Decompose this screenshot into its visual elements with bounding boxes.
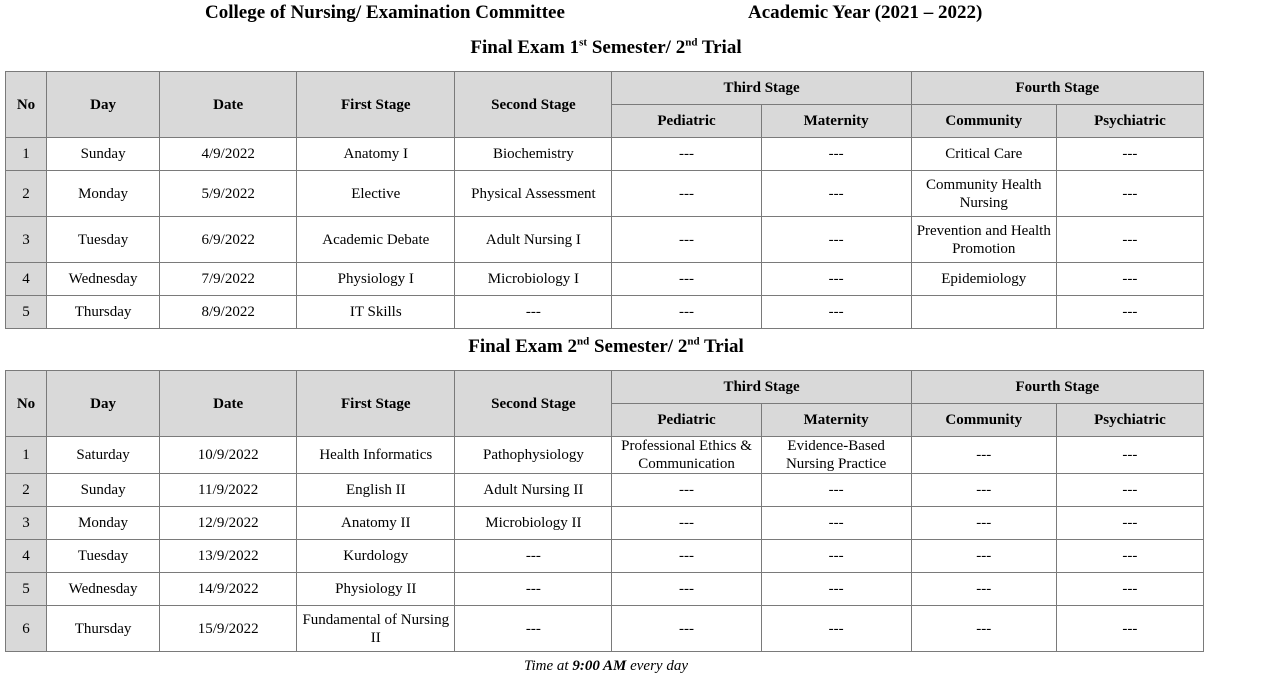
cell-maternity: --- bbox=[761, 540, 911, 573]
cell-maternity: --- bbox=[761, 573, 911, 606]
cell-pediatric: --- bbox=[612, 507, 761, 540]
cell-first-stage: Physiology I bbox=[297, 263, 455, 296]
cell-date: 14/9/2022 bbox=[160, 573, 297, 606]
cell-date: 13/9/2022 bbox=[160, 540, 297, 573]
col-header-day: Day bbox=[47, 72, 160, 138]
cell-first-stage: Fundamental of Nursing II bbox=[297, 606, 455, 652]
cell-maternity: --- bbox=[761, 474, 911, 507]
cell-no: 4 bbox=[6, 263, 47, 296]
table-row bbox=[6, 573, 1204, 606]
semester2-title: Final Exam 2nd Semester/ 2nd Trial bbox=[468, 335, 744, 357]
table-row bbox=[6, 507, 1204, 540]
cell-community: --- bbox=[911, 474, 1056, 507]
cell-first-stage: Anatomy I bbox=[297, 138, 455, 171]
cell-date: 6/9/2022 bbox=[160, 217, 297, 263]
cell-second-stage: --- bbox=[455, 540, 612, 573]
table-row bbox=[6, 171, 1204, 217]
cell-psychiatric: --- bbox=[1056, 263, 1203, 296]
cell-maternity: --- bbox=[761, 217, 911, 263]
cell-community: --- bbox=[911, 540, 1056, 573]
col-header-fourth-stage: Fourth Stage bbox=[911, 72, 1203, 105]
institution-title: College of Nursing/ Examination Committee bbox=[205, 2, 565, 23]
col-header-date: Date bbox=[160, 72, 297, 138]
cell-date: 7/9/2022 bbox=[160, 263, 297, 296]
exam-time-note: Time at 9:00 AM every day bbox=[523, 658, 688, 674]
cell-community: --- bbox=[911, 573, 1056, 606]
semester1-table bbox=[5, 71, 1204, 329]
cell-no: 5 bbox=[6, 573, 47, 606]
cell-first-stage: Kurdology bbox=[297, 540, 455, 573]
table-row bbox=[6, 437, 1204, 474]
cell-first-stage: IT Skills bbox=[297, 296, 455, 329]
cell-day: Monday bbox=[47, 171, 160, 217]
cell-date: 5/9/2022 bbox=[160, 171, 297, 217]
cell-second-stage: Adult Nursing I bbox=[455, 217, 612, 263]
col-header-maternity: Maternity bbox=[761, 105, 911, 138]
cell-pediatric: --- bbox=[612, 263, 761, 296]
cell-day: Wednesday bbox=[47, 263, 160, 296]
cell-second-stage: --- bbox=[455, 606, 612, 652]
cell-date: 8/9/2022 bbox=[160, 296, 297, 329]
cell-no: 2 bbox=[6, 474, 47, 507]
cell-first-stage: Elective bbox=[297, 171, 455, 217]
cell-psychiatric: --- bbox=[1056, 171, 1203, 217]
col-header-second-stage: Second Stage bbox=[455, 72, 612, 138]
col-header-first-stage: First Stage bbox=[297, 72, 455, 138]
cell-no: 5 bbox=[6, 296, 47, 329]
cell-maternity: --- bbox=[761, 507, 911, 540]
cell-no: 2 bbox=[6, 171, 47, 217]
col-header-third-stage: Third Stage bbox=[612, 72, 911, 105]
cell-date: 11/9/2022 bbox=[160, 474, 297, 507]
cell-pediatric: --- bbox=[612, 606, 761, 652]
col-header-psychiatric: Psychiatric bbox=[1056, 105, 1203, 138]
cell-pediatric: --- bbox=[612, 573, 761, 606]
col-header-fourth-stage: Fourth Stage bbox=[911, 371, 1203, 404]
cell-date: 10/9/2022 bbox=[160, 437, 297, 474]
cell-community: Community Health Nursing bbox=[911, 171, 1056, 217]
cell-pediatric: --- bbox=[612, 171, 761, 217]
cell-day: Tuesday bbox=[47, 540, 160, 573]
cell-second-stage: Adult Nursing II bbox=[455, 474, 612, 507]
academic-year: Academic Year (2021 – 2022) bbox=[748, 2, 983, 23]
col-header-third-stage: Third Stage bbox=[612, 371, 911, 404]
cell-maternity: --- bbox=[761, 138, 911, 171]
table-row bbox=[6, 263, 1204, 296]
cell-community: --- bbox=[911, 437, 1056, 474]
cell-community: --- bbox=[911, 606, 1056, 652]
col-header-second-stage: Second Stage bbox=[455, 371, 612, 437]
table-row bbox=[6, 217, 1204, 263]
cell-first-stage: Academic Debate bbox=[297, 217, 455, 263]
cell-pediatric: --- bbox=[612, 474, 761, 507]
col-header-maternity: Maternity bbox=[761, 404, 911, 437]
cell-second-stage: --- bbox=[455, 296, 612, 329]
cell-day: Sunday bbox=[47, 474, 160, 507]
cell-day: Wednesday bbox=[47, 573, 160, 606]
cell-date: 12/9/2022 bbox=[160, 507, 297, 540]
cell-community: Epidemiology bbox=[911, 263, 1056, 296]
col-header-community: Community bbox=[911, 404, 1056, 437]
semester1-title: Final Exam 1st Semester/ 2nd Trial bbox=[470, 36, 742, 58]
table-row bbox=[6, 474, 1204, 507]
cell-first-stage: English II bbox=[297, 474, 455, 507]
col-header-pediatric: Pediatric bbox=[612, 404, 761, 437]
cell-psychiatric: --- bbox=[1056, 606, 1203, 652]
col-header-day: Day bbox=[47, 371, 160, 437]
col-header-pediatric: Pediatric bbox=[612, 105, 761, 138]
cell-maternity: --- bbox=[761, 171, 911, 217]
cell-pediatric: --- bbox=[612, 138, 761, 171]
cell-date: 4/9/2022 bbox=[160, 138, 297, 171]
cell-psychiatric: --- bbox=[1056, 573, 1203, 606]
cell-pediatric: --- bbox=[612, 217, 761, 263]
table-row bbox=[6, 138, 1204, 171]
col-header-first-stage: First Stage bbox=[297, 371, 455, 437]
col-header-psychiatric: Psychiatric bbox=[1056, 404, 1203, 437]
table-row bbox=[6, 296, 1204, 329]
cell-maternity: --- bbox=[761, 606, 911, 652]
cell-no: 3 bbox=[6, 507, 47, 540]
cell-first-stage: Health Informatics bbox=[297, 437, 455, 474]
cell-no: 6 bbox=[6, 606, 47, 652]
col-header-date: Date bbox=[160, 371, 297, 437]
cell-psychiatric: --- bbox=[1056, 507, 1203, 540]
cell-date: 15/9/2022 bbox=[160, 606, 297, 652]
cell-first-stage: Physiology II bbox=[297, 573, 455, 606]
cell-pediatric: Professional Ethics & Communication bbox=[612, 437, 761, 474]
cell-no: 1 bbox=[6, 138, 47, 171]
cell-maternity: Evidence-Based Nursing Practice bbox=[761, 437, 911, 474]
cell-day: Tuesday bbox=[47, 217, 160, 263]
cell-psychiatric: --- bbox=[1056, 138, 1203, 171]
col-header-no: No bbox=[6, 371, 47, 437]
cell-second-stage: Pathophysiology bbox=[455, 437, 612, 474]
cell-psychiatric: --- bbox=[1056, 437, 1203, 474]
cell-community: --- bbox=[911, 507, 1056, 540]
cell-maternity: --- bbox=[761, 296, 911, 329]
cell-psychiatric: --- bbox=[1056, 217, 1203, 263]
table-row bbox=[6, 540, 1204, 573]
cell-second-stage: --- bbox=[455, 573, 612, 606]
cell-no: 1 bbox=[6, 437, 47, 474]
cell-psychiatric: --- bbox=[1056, 296, 1203, 329]
cell-community: Critical Care bbox=[911, 138, 1056, 171]
cell-second-stage: Biochemistry bbox=[455, 138, 612, 171]
cell-day: Saturday bbox=[47, 437, 160, 474]
cell-no: 3 bbox=[6, 217, 47, 263]
cell-day: Monday bbox=[47, 507, 160, 540]
cell-second-stage: Microbiology II bbox=[455, 507, 612, 540]
cell-first-stage: Anatomy II bbox=[297, 507, 455, 540]
cell-second-stage: Physical Assessment bbox=[455, 171, 612, 217]
col-header-no: No bbox=[6, 72, 47, 138]
cell-psychiatric: --- bbox=[1056, 540, 1203, 573]
cell-day: Thursday bbox=[47, 296, 160, 329]
cell-community bbox=[911, 296, 1056, 329]
cell-psychiatric: --- bbox=[1056, 474, 1203, 507]
cell-second-stage: Microbiology I bbox=[455, 263, 612, 296]
col-header-community: Community bbox=[911, 105, 1056, 138]
cell-day: Sunday bbox=[47, 138, 160, 171]
cell-day: Thursday bbox=[47, 606, 160, 652]
cell-no: 4 bbox=[6, 540, 47, 573]
semester2-table bbox=[5, 370, 1204, 652]
cell-maternity: --- bbox=[761, 263, 911, 296]
cell-pediatric: --- bbox=[612, 296, 761, 329]
cell-community: Prevention and Health Promotion bbox=[911, 217, 1056, 263]
table-row bbox=[6, 606, 1204, 652]
cell-pediatric: --- bbox=[612, 540, 761, 573]
